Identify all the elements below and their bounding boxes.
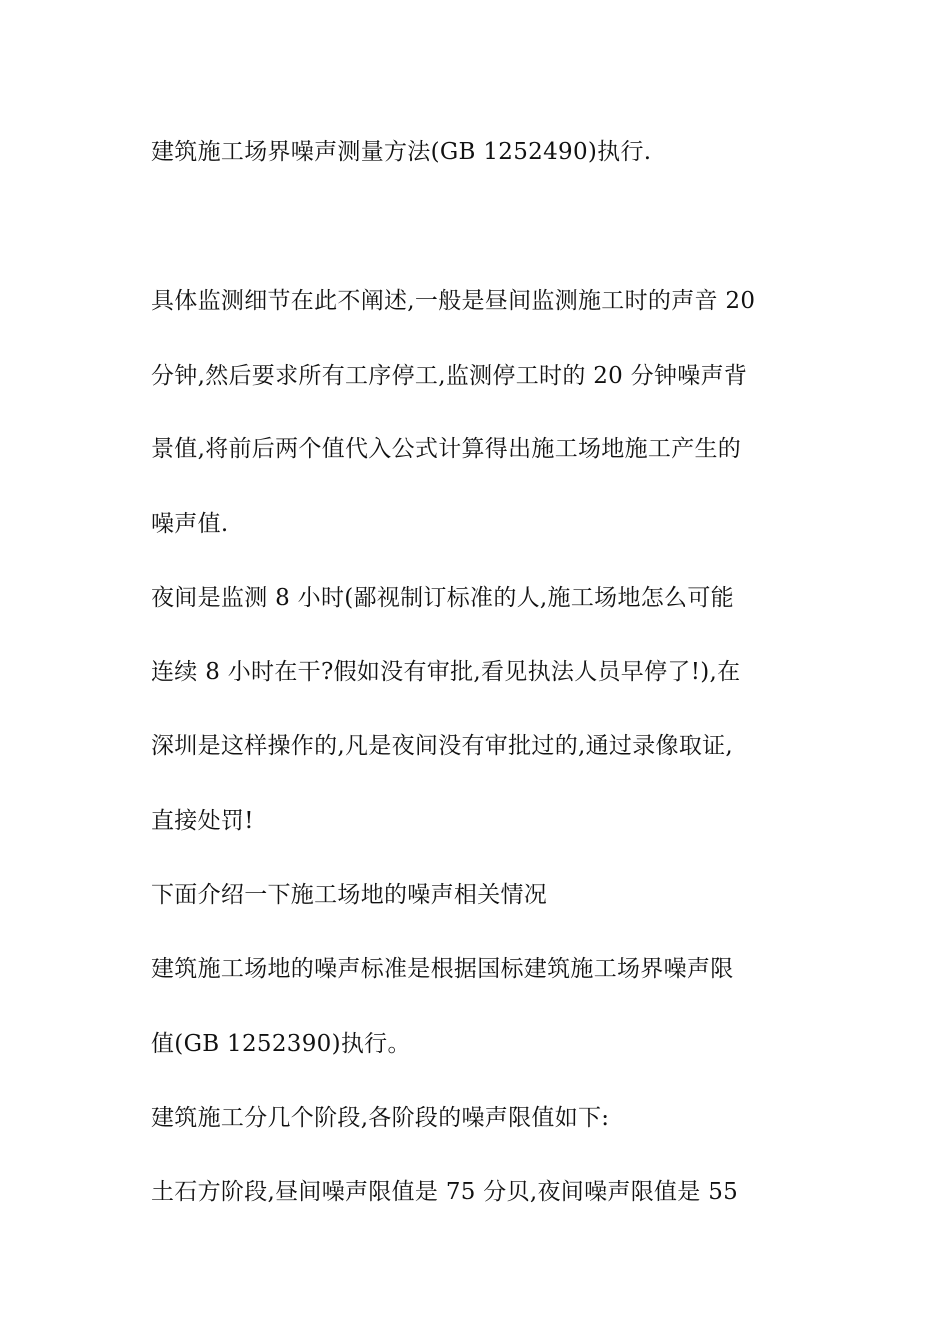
text-line: 建筑施工分几个阶段,各阶段的噪声限值如下: xyxy=(151,1105,610,1131)
text-line: 下面介绍一下施工场地的噪声相关情况 xyxy=(151,882,548,908)
text-line: 景值,将前后两个值代入公式计算得出施工场地施工产生的 xyxy=(151,436,742,462)
text-line: 直接处罚! xyxy=(151,808,254,834)
text-line: 具体监测细节在此不阐述,一般是昼间监测施工时的声音 20 xyxy=(151,288,756,314)
text-line: 夜间是监测 8 小时(鄙视制订标准的人,施工场地怎么可能 xyxy=(151,585,734,611)
text-line: 建筑施工场界噪声测量方法(GB 1252490)执行. xyxy=(151,139,652,165)
text-line: 值(GB 1252390)执行。 xyxy=(151,1031,411,1057)
text-line: 连续 8 小时在干?假如没有审批,看见执法人员早停了!),在 xyxy=(151,659,741,685)
text-line: 建筑施工场地的噪声标准是根据国标建筑施工场界噪声限 xyxy=(151,956,734,982)
text-line: 分钟,然后要求所有工序停工,监测停工时的 20 分钟噪声背 xyxy=(151,363,748,389)
text-line: 噪声值. xyxy=(151,511,229,537)
text-line: 深圳是这样操作的,凡是夜间没有审批过的,通过录像取证, xyxy=(151,733,734,759)
text-line: 土石方阶段,昼间噪声限值是 75 分贝,夜间噪声限值是 55 xyxy=(151,1179,739,1205)
